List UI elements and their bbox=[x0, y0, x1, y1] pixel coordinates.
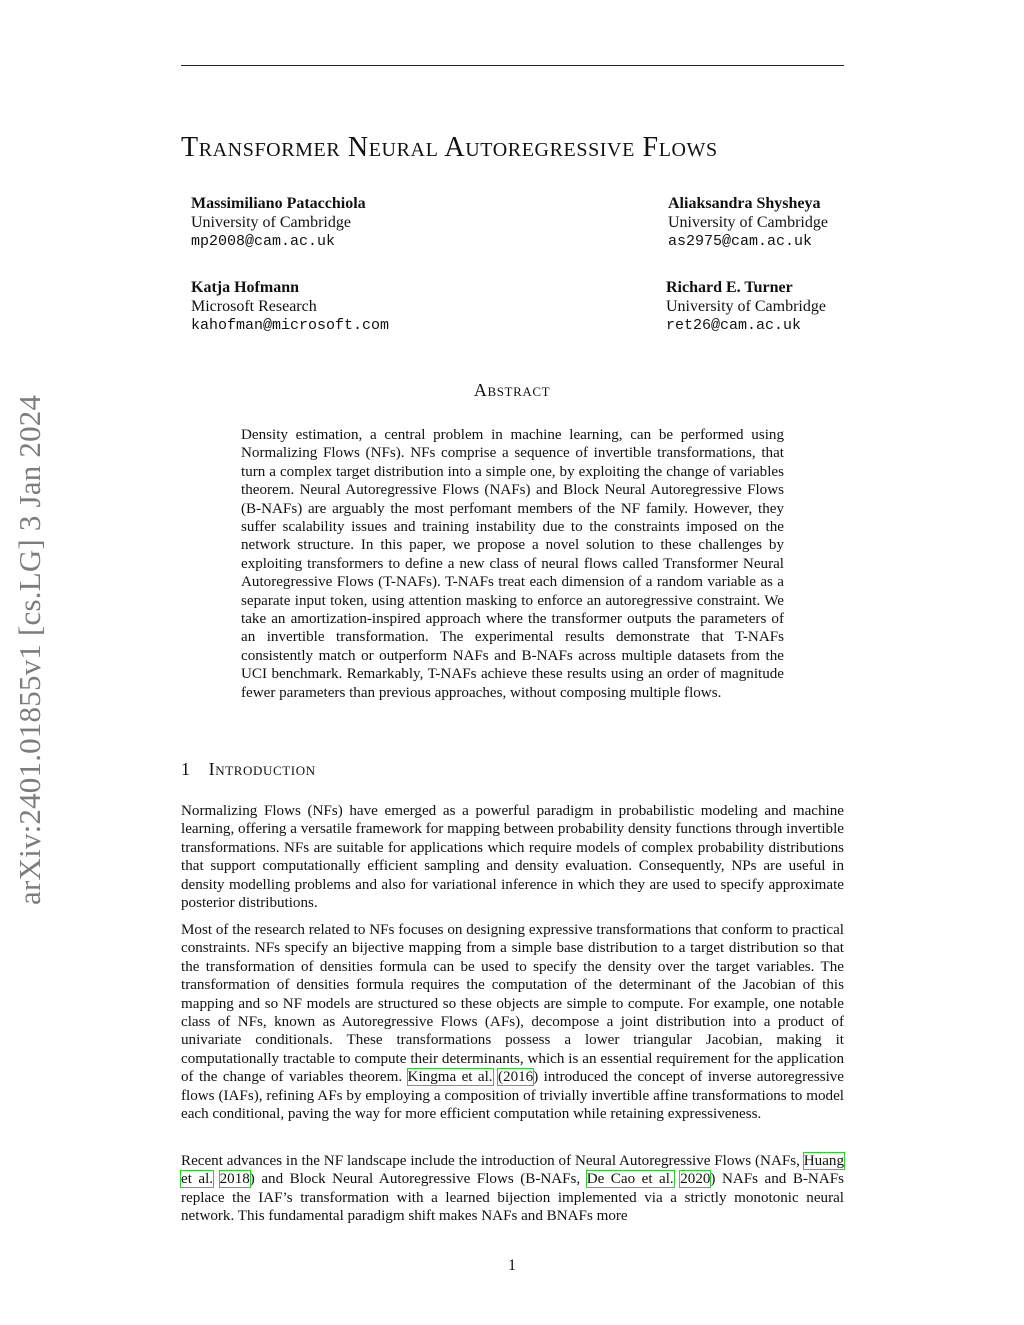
citation-link[interactable]: Huang et al. bbox=[181, 1153, 844, 1188]
author-affiliation: Microsoft Research bbox=[191, 298, 317, 315]
citation-link[interactable]: 2018 bbox=[219, 1171, 250, 1188]
author-affiliation: University of Cambridge bbox=[668, 214, 828, 231]
paragraph: Normalizing Flows (NFs) have emerged as a powerful paradigm in probabilistic modeling and machine learning, offering a versatile framework for mapping between probability density functions through invertible transformations. NFs are suitable for applications which require models of complex probability distributions that support computationally efficient sampling and density evaluation. Consequently, NPs are useful in density modelling problems and also for variational inference in which they are used to specify approximate posterior distributions. bbox=[181, 803, 844, 912]
abstract-heading: Abstract bbox=[473, 380, 551, 400]
paragraph-text: ) introduced the concept of inverse autoregressive flows (IAFs), refining AFs by employing a composition of trivially invertible affine transformations to model each conditional, paving the way for more efficient computation while retaining expressiveness. bbox=[181, 1069, 845, 1123]
author-name: Katja Hofmann bbox=[191, 279, 299, 296]
author-block bbox=[191, 278, 389, 335]
section-title: Introduction bbox=[208, 759, 316, 779]
author-email: as2975@cam.ac.uk bbox=[668, 233, 813, 250]
author-block bbox=[666, 278, 826, 335]
paragraph-text: ) and Block Neural Autoregressive Flows (B-NAFs, bbox=[249, 1171, 587, 1188]
citation-link[interactable]: 2020 bbox=[680, 1171, 711, 1188]
author-name: Massimiliano Patacchiola bbox=[191, 195, 366, 212]
paragraph-text: Most of the research related to NFs focuses on designing expressive transformations that conform to practical constraints. NFs specify an bijective mapping from a simple base distribution to a target distribution so that the transformation of densities formula can be used to specify the density over the target variables. The transformation of densities formula requires the computation of the determinant of the Jacobian of this mapping and so NF models are structured so these objects are simple to compute. For example, one notable class of NFs, known as Autoregressive Flows (AFs), decompose a joint distribution into a product of univariate conditionals. These transformations possess a lower triangular Jacobian, making it computationally tractable to compute their determinants, which is an essential requirement for the application of the change of variables theorem. bbox=[181, 922, 844, 1086]
citation-link[interactable] bbox=[498, 1069, 533, 1085]
author-name: Aliaksandra Shysheya bbox=[668, 195, 821, 212]
citation-link[interactable]: De Cao et al. bbox=[586, 1171, 674, 1188]
author-affiliation: University of Cambridge bbox=[191, 214, 351, 231]
arxiv-identifier-stamp: arXiv:2401.01855v1 [cs.LG] 3 Jan 2024 bbox=[12, 394, 47, 906]
citation-year: 2016 bbox=[503, 1069, 534, 1086]
citation-link[interactable]: Kingma et al. bbox=[407, 1069, 493, 1086]
abstract-text: Density estimation, a central problem in machine learning, can be performed using Normalizing Flows (NFs). NFs comprise a sequence of invertible transformations, that turn a complex target distribution into a simple one, by exploiting the change of variables theorem. Neural Autoregressive Flows (NAFs) and Block Neural Autoregressive Flows (B-NAFs) are arguably the most perfomant members of the NF family. However, they suffer scalability issues and training instability due to the constraints imposed on the network structure. In this paper, we propose a novel solution to these challenges by exploiting transformers to define a new class of neural flows called Transformer Neural Autoregressive Flows (T-NAFs). T-NAFs treat each dimension of a random variable as a separate input token, using attention masking to enforce an autoregressive constraint. We take an amortization-inspired approach where the transformer outputs the parameters of an invertible transformation. The experimental results demonstrate that T-NAFs consistently match or outperform NAFs and B-NAFs across multiple datasets from the UCI benchmark. Remarkably, T-NAFs achieve these results using an order of magnitude fewer parameters than previous approaches, without composing multiple flows. bbox=[241, 427, 784, 701]
author-block bbox=[191, 194, 366, 251]
author-block bbox=[668, 194, 828, 251]
paragraph-text: ) NAFs and B-NAFs replace the IAF’s transformation with a learned bijection implemented via a strictly monotonic neural network. This fundamental paradigm shift makes NAFs and BNAFs more bbox=[181, 1171, 845, 1225]
author-email: mp2008@cam.ac.uk bbox=[191, 233, 336, 250]
page-number: 1 bbox=[508, 1257, 516, 1274]
author-email: ret26@cam.ac.uk bbox=[666, 317, 802, 334]
paragraph bbox=[181, 1152, 844, 1226]
section-number: 1 bbox=[181, 759, 191, 779]
author-email: kahofman@microsoft.com bbox=[191, 317, 390, 334]
author-affiliation: University of Cambridge bbox=[666, 298, 826, 315]
author-name: Richard E. Turner bbox=[666, 279, 793, 296]
paper-title: Transformer Neural Autoregressive Flows bbox=[181, 132, 718, 163]
section-heading bbox=[181, 759, 316, 780]
paragraph bbox=[181, 921, 844, 1123]
top-rule bbox=[181, 65, 844, 66]
citation-bracket: ( bbox=[498, 1069, 504, 1086]
paragraph-text: Recent advances in the NF landscape include the introduction of Neural Autoregressive Flows (NAFs, bbox=[181, 1153, 804, 1169]
